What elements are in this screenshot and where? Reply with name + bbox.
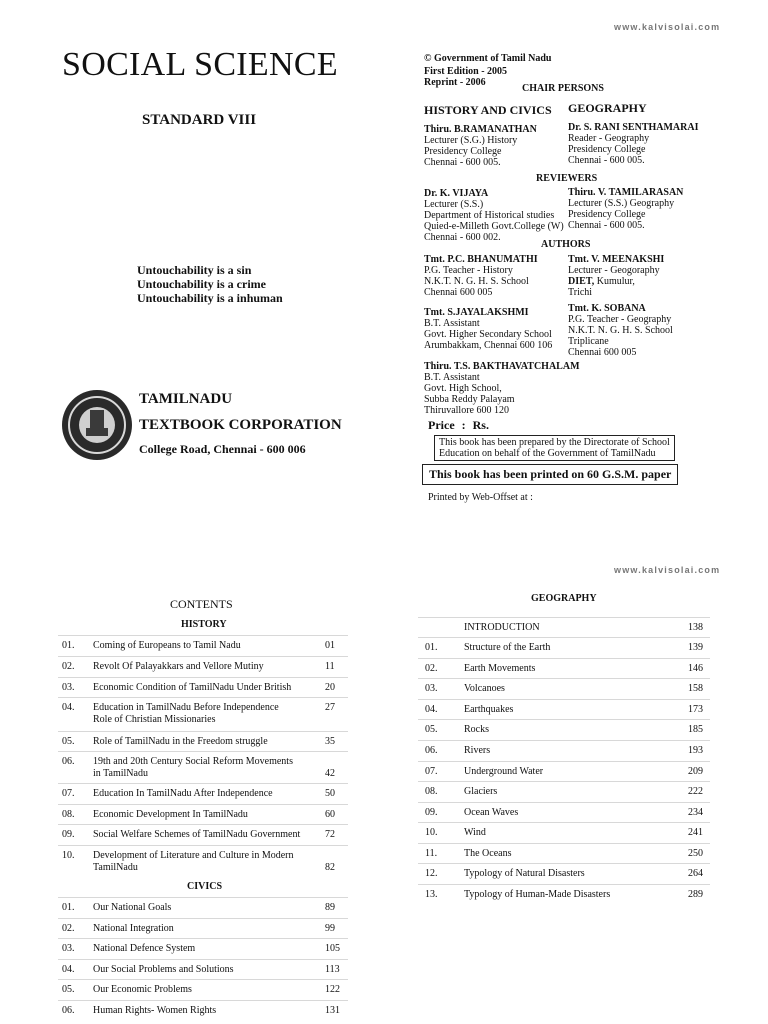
- history-section-heading: HISTORY: [181, 619, 227, 630]
- toc-title: [464, 642, 550, 654]
- person-line: Lecturer - Geogoraphy: [568, 265, 660, 276]
- person-line: Department of Historical studies: [424, 210, 555, 221]
- toc-page-number: 82: [325, 862, 335, 873]
- toc-divider: [58, 959, 348, 960]
- toc-title: [464, 889, 610, 901]
- publisher-name-line1: TAMILNADU: [139, 391, 233, 407]
- toc-title-line: 19th and 20th Century Social Reform Movements: [93, 756, 293, 767]
- notice-line: This book has been prepared by the Directorate of School: [439, 437, 670, 448]
- civics-section-heading: CIVICS: [187, 881, 223, 892]
- toc-title: [464, 848, 511, 860]
- toc-title-line: Our Economic Problems: [93, 984, 192, 995]
- toc-page-number: 146: [688, 663, 703, 674]
- toc-title: [464, 786, 497, 798]
- motto-line: Untouchability is a inhuman: [137, 291, 283, 305]
- reviewer-history: [424, 188, 564, 243]
- person-line: N.K.T. N. G. H. S. School: [424, 276, 529, 287]
- toc-divider: [418, 822, 710, 823]
- toc-number: 02.: [62, 923, 75, 934]
- toc-number: 05.: [425, 724, 438, 735]
- standard-label: STANDARD VIII: [142, 112, 257, 128]
- toc-title: [93, 1005, 216, 1017]
- seal-base: [86, 428, 108, 436]
- toc-divider: [418, 617, 710, 618]
- person-name: Tmt. V. MEENAKSHI: [568, 254, 665, 265]
- person-name: Tmt. P.C. BHANUMATHI: [424, 254, 538, 265]
- motto-line: Untouchability is a crime: [137, 277, 266, 291]
- diet-label: DIET,: [568, 276, 595, 287]
- person-line: Chennai - 600 002.: [424, 232, 501, 243]
- toc-title-line: Our Social Problems and Solutions: [93, 964, 234, 975]
- person-line: Presidency College: [568, 209, 646, 220]
- toc-page-number: 222: [688, 786, 703, 797]
- toc-page-number: 264: [688, 868, 703, 879]
- person-line: Chennai 600 005: [424, 287, 493, 298]
- toc-number: 03.: [62, 682, 75, 693]
- toc-number: 01.: [62, 640, 75, 651]
- toc-divider: [418, 740, 710, 741]
- toc-number: 12.: [425, 868, 438, 879]
- toc-divider: [58, 979, 348, 980]
- person-line: P.G. Teacher - Geography: [568, 314, 672, 325]
- author-5: [424, 361, 580, 416]
- toc-title-line: Revolt Of Palayakkars and Vellore Mutiny: [93, 661, 264, 672]
- publisher-seal: [62, 390, 132, 460]
- toc-divider: [418, 719, 710, 720]
- toc-divider: [418, 678, 710, 679]
- toc-divider: [418, 658, 710, 659]
- publisher-name-line2: TEXTBOOK CORPORATION: [139, 417, 342, 433]
- person-name: Dr. K. VIJAYA: [424, 188, 489, 199]
- toc-divider: [58, 751, 348, 752]
- person-line: B.T. Assistant: [424, 318, 480, 329]
- person-name: Thiru. B.RAMANATHAN: [424, 124, 537, 135]
- contents-heading: CONTENTS: [170, 597, 233, 611]
- toc-divider: [418, 863, 710, 864]
- toc-divider: [58, 1000, 348, 1001]
- toc-page-number: 139: [688, 642, 703, 653]
- toc-page-number: 72: [325, 829, 335, 840]
- toc-title: [464, 868, 585, 880]
- toc-title: [93, 850, 294, 874]
- author-3: [424, 307, 552, 351]
- toc-page-number: 138: [688, 622, 703, 633]
- toc-title-line: Glaciers: [464, 786, 498, 797]
- toc-title-line: Role of TamilNadu in the Freedom struggle: [93, 736, 268, 747]
- toc-number: 09.: [62, 829, 75, 840]
- person-line: Presidency College: [568, 144, 646, 155]
- toc-divider: [58, 938, 348, 939]
- toc-divider: [58, 697, 348, 698]
- toc-title: [93, 943, 195, 955]
- diet-place: Kumulur,: [594, 276, 635, 287]
- person-line: Govt. Higher Secondary School: [424, 329, 552, 340]
- toc-number: 01.: [62, 902, 75, 913]
- toc-title: [93, 902, 171, 914]
- toc-title-line: Education in TamilNadu Before Independence: [93, 702, 279, 713]
- toc-title-line: Typology of Human-Made Disasters: [464, 889, 611, 900]
- person-line: B.T. Assistant: [424, 372, 480, 383]
- toc-title-line: Rivers: [464, 745, 491, 756]
- toc-divider: [58, 731, 348, 732]
- toc-number: 08.: [425, 786, 438, 797]
- toc-title-line: Economic Development In TamilNadu: [93, 809, 248, 820]
- toc-title: [93, 829, 300, 841]
- toc-divider: [418, 699, 710, 700]
- toc-title: [93, 809, 248, 821]
- person-line: Govt. High School,: [424, 383, 502, 394]
- toc-title: [93, 682, 291, 694]
- motto-line: Untouchability is a sin: [137, 263, 252, 277]
- watermark-top: www.kalvisolai.com: [614, 22, 721, 32]
- toc-number: 13.: [425, 889, 438, 900]
- toc-page-number: 173: [688, 704, 703, 715]
- toc-page-number: 158: [688, 683, 703, 694]
- person-line: Subba Reddy Palayam: [424, 394, 515, 405]
- person-name: Thiru. T.S. BAKTHAVATCHALAM: [424, 361, 580, 372]
- toc-divider: [418, 637, 710, 638]
- person-line: [568, 276, 664, 287]
- person-line: Quied-e-Milleth Govt.College (W): [424, 221, 564, 232]
- toc-divider: [58, 918, 348, 919]
- toc-number: 02.: [62, 661, 75, 672]
- toc-page-number: 11: [325, 661, 335, 672]
- toc-page-number: 250: [688, 848, 703, 859]
- toc-title-line: Coming of Europeans to Tamil Nadu: [93, 640, 241, 651]
- toc-title: [93, 788, 273, 800]
- toc-divider: [58, 783, 348, 784]
- toc-page-number: 234: [688, 807, 703, 818]
- toc-title-line: Earthquakes: [464, 704, 514, 715]
- chair-persons-heading: CHAIR PERSONS: [522, 83, 604, 94]
- toc-page-number: 241: [688, 827, 703, 838]
- toc-page-number: 50: [325, 788, 335, 799]
- toc-title-line: Economic Condition of TamilNadu Under British: [93, 682, 292, 693]
- toc-title-line: Volcanoes: [464, 683, 505, 694]
- toc-number: 10.: [62, 850, 75, 861]
- person-line: Chennai - 600 005.: [568, 155, 645, 166]
- toc-title: [93, 964, 234, 976]
- toc-page-number: 131: [325, 1005, 340, 1016]
- toc-title: [93, 756, 293, 780]
- price: Price : Rs.: [428, 418, 489, 432]
- toc-title: [93, 702, 279, 726]
- person-line: Presidency College: [424, 146, 502, 157]
- notice-line: Education on behalf of the Government of TamilNadu: [439, 448, 656, 459]
- publisher-address: College Road, Chennai - 600 006: [139, 442, 306, 456]
- person-line: Lecturer (S.S.): [424, 199, 484, 210]
- toc-divider: [58, 804, 348, 805]
- toc-title-line: The Oceans: [464, 848, 512, 859]
- toc-title-line: Structure of the Earth: [464, 642, 551, 653]
- toc-page-number: 209: [688, 766, 703, 777]
- toc-title-line: Underground Water: [464, 766, 544, 777]
- toc-title: [93, 736, 268, 748]
- author-4: [568, 303, 673, 358]
- toc-number: 04.: [62, 702, 75, 713]
- edition: First Edition - 2005: [424, 66, 508, 77]
- toc-title: [464, 766, 543, 778]
- toc-title-line: TamilNadu: [93, 862, 138, 873]
- toc-number: 07.: [62, 788, 75, 799]
- toc-page-number: 185: [688, 724, 703, 735]
- toc-number: 08.: [62, 809, 75, 820]
- toc-title-line: Education In TamilNadu After Independence: [93, 788, 273, 799]
- toc-number: 03.: [62, 943, 75, 954]
- watermark-middle: www.kalvisolai.com: [614, 565, 721, 575]
- toc-title-line: Role of Christian Missionaries: [93, 714, 216, 725]
- toc-number: 06.: [62, 756, 75, 767]
- toc-divider: [418, 884, 710, 885]
- toc-title: [93, 923, 174, 935]
- toc-title-line: Development of Literature and Culture in Modern: [93, 850, 294, 861]
- toc-divider: [418, 802, 710, 803]
- toc-title: [464, 663, 535, 675]
- toc-title: [464, 683, 505, 695]
- toc-title-line: in TamilNadu: [93, 768, 148, 779]
- toc-divider: [58, 677, 348, 678]
- toc-number: 01.: [425, 642, 438, 653]
- geography-section-heading: GEOGRAPHY: [531, 593, 597, 604]
- toc-page-number: 89: [325, 902, 335, 913]
- toc-title: [464, 827, 486, 839]
- person-line: Arumbakkam, Chennai 600 106: [424, 340, 553, 351]
- toc-number: 05.: [62, 984, 75, 995]
- toc-title-line: Human Rights- Women Rights: [93, 1005, 217, 1016]
- toc-title: [464, 745, 490, 757]
- reviewer-geography: [568, 187, 683, 231]
- book-title: SOCIAL SCIENCE: [62, 46, 338, 83]
- person-line: Trichi: [568, 287, 593, 298]
- geography-heading: GEOGRAPHY: [568, 101, 647, 115]
- toc-title: [93, 661, 264, 673]
- copyright: © Government of Tamil Nadu: [424, 53, 552, 64]
- toc-number: 03.: [425, 683, 438, 694]
- person-line: Chennai - 600 005.: [568, 220, 645, 231]
- toc-title: [93, 640, 241, 652]
- author-2: [568, 254, 664, 298]
- toc-title-line: Typology of Natural Disasters: [464, 868, 585, 879]
- toc-number: 07.: [425, 766, 438, 777]
- toc-page-number: 27: [325, 702, 335, 713]
- reviewers-heading: REVIEWERS: [536, 173, 598, 184]
- chair-history: [424, 124, 537, 168]
- person-line: N.K.T. N. G. H. S. School: [568, 325, 673, 336]
- toc-title: [93, 984, 192, 996]
- history-civics-heading: HISTORY AND CIVICS: [424, 103, 552, 117]
- toc-title-line: Our National Goals: [93, 902, 172, 913]
- toc-title-line: Wind: [464, 827, 486, 838]
- toc-page-number: 193: [688, 745, 703, 756]
- toc-divider: [58, 824, 348, 825]
- toc-number: 10.: [425, 827, 438, 838]
- motto-block: [137, 263, 283, 305]
- directorate-notice: [434, 435, 675, 461]
- toc-title: [464, 704, 513, 716]
- person-line: Thiruvallore 600 120: [424, 405, 509, 416]
- person-name: Tmt. K. SOBANA: [568, 303, 646, 314]
- toc-divider: [58, 897, 348, 898]
- paper-notice: This book has been printed on 60 G.S.M. paper: [422, 464, 678, 485]
- toc-title-line: Rocks: [464, 724, 489, 735]
- toc-divider: [418, 781, 710, 782]
- toc-number: 04.: [425, 704, 438, 715]
- printed-by: Printed by Web-Offset at :: [428, 492, 533, 503]
- toc-page-number: 113: [325, 964, 340, 975]
- author-1: [424, 254, 538, 298]
- person-name: Tmt. S.JAYALAKSHMI: [424, 307, 529, 318]
- toc-page-number: 122: [325, 984, 340, 995]
- person-line: Lecturer (S.S.) Geography: [568, 198, 675, 209]
- toc-title-line: National Defence System: [93, 943, 196, 954]
- toc-number: 04.: [62, 964, 75, 975]
- toc-page-number: 99: [325, 923, 335, 934]
- toc-page-number: 60: [325, 809, 335, 820]
- toc-divider: [58, 635, 348, 636]
- person-line: Triplicane: [568, 336, 609, 347]
- toc-title-line: Social Welfare Schemes of TamilNadu Government: [93, 829, 301, 840]
- person-name: Thiru. V. TAMILARASAN: [568, 187, 684, 198]
- toc-divider: [58, 656, 348, 657]
- authors-heading: AUTHORS: [541, 239, 591, 250]
- toc-number: 05.: [62, 736, 75, 747]
- toc-title: [464, 724, 489, 736]
- toc-number: 11.: [425, 848, 438, 859]
- toc-page-number: 35: [325, 736, 335, 747]
- toc-title-line: Earth Movements: [464, 663, 536, 674]
- toc-page-number: 289: [688, 889, 703, 900]
- toc-divider: [418, 843, 710, 844]
- toc-divider: [418, 761, 710, 762]
- toc-divider: [58, 845, 348, 846]
- toc-number: 09.: [425, 807, 438, 818]
- toc-title: [464, 807, 518, 819]
- toc-page-number: 20: [325, 682, 335, 693]
- toc-number: 06.: [425, 745, 438, 756]
- toc-number: 06.: [62, 1005, 75, 1016]
- reprint: Reprint - 2006: [424, 77, 486, 88]
- toc-page-number: 105: [325, 943, 340, 954]
- person-line: Lecturer (S.G.) History: [424, 135, 518, 146]
- toc-page-number: 01: [325, 640, 335, 651]
- person-line: Chennai - 600 005.: [424, 157, 501, 168]
- toc-title-line: INTRODUCTION: [464, 622, 540, 633]
- toc-page-number: 42: [325, 768, 335, 779]
- person-name: Dr. S. RANI SENTHAMARAI: [568, 122, 699, 133]
- toc-title-line: National Integration: [93, 923, 174, 934]
- toc-title-line: Ocean Waves: [464, 807, 519, 818]
- person-line: Chennai 600 005: [568, 347, 637, 358]
- person-line: Reader - Geography: [568, 133, 650, 144]
- chair-geography: [568, 122, 698, 166]
- person-line: P.G. Teacher - History: [424, 265, 513, 276]
- toc-title: [464, 622, 540, 634]
- toc-number: 02.: [425, 663, 438, 674]
